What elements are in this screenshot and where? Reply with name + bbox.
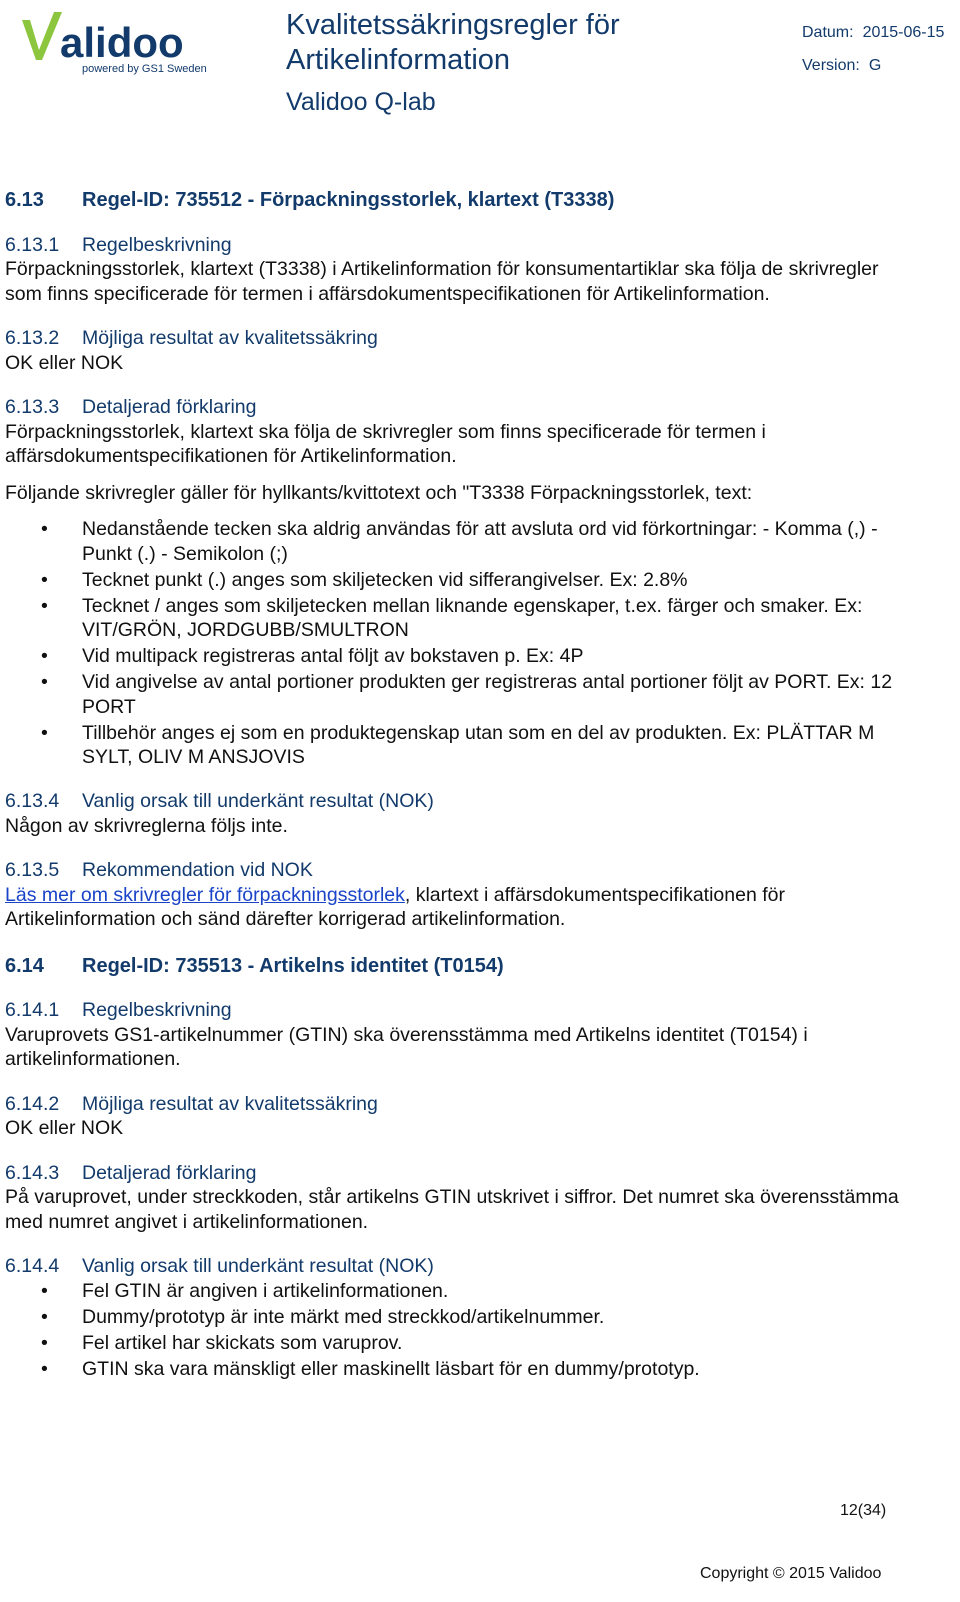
section-heading-6-13: 6.13 Regel-ID: 735512 - Förpackningsstorlek, klartext (T3338)	[5, 189, 615, 211]
subsection-heading-6-13-3: 6.13.3 Detaljerad förklaring	[5, 396, 257, 418]
validoo-logo-graphic	[20, 8, 210, 78]
subsection-heading-6-13-1: 6.13.1 Regelbeskrivning	[5, 233, 232, 256]
page-header	[0, 0, 960, 140]
subsection-heading-6-13-2: 6.13.2 Möjliga resultat av kvalitetssäkring	[5, 327, 378, 349]
subsection-heading-6-13-4: 6.13.4 Vanlig orsak till underkänt resultat (NOK)	[5, 790, 434, 812]
document-subtitle: Validoo Q-lab	[286, 88, 436, 116]
bullet-list	[5, 1279, 905, 1382]
subsection-heading-6-14-2: 6.14.2 Möjliga resultat av kvalitetssäkring	[5, 1092, 378, 1115]
svg-text:alidoo: alidoo	[60, 19, 184, 66]
paragraph: Förpackningsstorlek, klartext ska följa de skrivregler som finns specificerade för termen i affärsdokumentspecifikationen för Artikelinformation.	[5, 420, 766, 467]
copyright-notice: Copyright © 2015 Validoo	[700, 1565, 882, 1582]
date-value: 2015-06-15	[862, 24, 945, 41]
bullet-list	[5, 517, 905, 770]
subsection-heading-6-14-3: 6.14.3 Detaljerad förklaring	[5, 1161, 257, 1184]
list-item: • Vid multipack registreras antal följt av bokstaven p. Ex: 4P	[41, 645, 584, 667]
list-item: • Fel GTIN är angiven i artikelinformationen.	[41, 1279, 449, 1302]
list-item: • Tillbehör anges ej som en produktegenskap utan som en del av produkten. Ex: PLÄTTAR M SYLT, OLIV M ANSJOVIS	[41, 721, 875, 768]
date-label: Datum:	[802, 24, 854, 41]
skrivregler-link[interactable]: Läs mer om skrivregler för förpackningsstorlek	[5, 883, 405, 906]
section-heading-6-14: 6.14 Regel-ID: 735513 - Artikelns identitet (T0154)	[5, 954, 504, 977]
subsection-heading-6-13-5: 6.13.5 Rekommendation vid NOK	[5, 859, 313, 881]
validoo-logo	[20, 8, 210, 78]
list-item: • GTIN ska vara mänskligt eller maskinellt läsbart för en dummy/prototyp.	[41, 1357, 700, 1380]
list-item: • Tecknet / anges som skiljetecken mellan liknande egenskaper, t.ex. färger och smaker. Ex: VIT/GRÖN, JORDGUBB/SMULTRON	[41, 594, 863, 641]
paragraph: OK eller NOK	[5, 1117, 124, 1139]
document-meta	[802, 16, 953, 82]
list-item: • Tecknet punkt (.) anges som skiljetecken vid sifferangivelser. Ex: 2.8%	[41, 568, 688, 591]
paragraph: Någon av skrivreglerna följs inte.	[5, 814, 288, 837]
list-item: • Fel artikel har skickats som varuprov.	[41, 1331, 403, 1354]
paragraph: På varuprovet, under streckkoden, står artikelns GTIN utskrivet i siffror. Det numret ska överensstämma med numret angivet i artikelinformationen.	[5, 1186, 899, 1233]
document-title: Kvalitetssäkringsregler för Artikelinformation	[286, 9, 620, 76]
paragraph: Varuprovets GS1-artikelnummer (GTIN) ska överensstämma med Artikelns identitet (T0154) i artikelinformationen.	[5, 1023, 808, 1070]
list-item: • Dummy/prototyp är inte märkt med streckkod/artikelnummer.	[41, 1305, 605, 1328]
paragraph: OK eller NOK	[5, 351, 124, 374]
list-item: • Nedanstående tecken ska aldrig användas för att avsluta ord vid förkortningar: - Komma (,) - Punkt (.) - Semikolon (;)	[41, 518, 878, 565]
version-label: Version:	[802, 57, 860, 74]
paragraph: Läs mer om skrivregler för förpackningsstorlek, klartext i affärsdokumentspecifikationen för Artikelinformation och sänd därefter korrigerad artikelinformation.	[5, 883, 785, 930]
paragraph: Förpackningsstorlek, klartext (T3338) i Artikelinformation för konsumentartiklar ska följa de skrivregler som finns specificerade för termen i affärsdokumentspecifikationen för Artikelinformation.	[5, 258, 879, 305]
list-item: • Vid angivelse av antal portioner produkten ger registreras antal portioner följt av PORT. Ex: 12 PORT	[41, 671, 893, 718]
version-value: G	[868, 57, 882, 74]
paragraph: Följande skrivregler gäller för hyllkants/kvittotext och "T3338 Förpackningsstorlek, text:	[5, 481, 753, 504]
page-number: 12(34)	[840, 1502, 887, 1519]
subsection-heading-6-14-4: 6.14.4 Vanlig orsak till underkänt resultat (NOK)	[5, 1255, 434, 1277]
subsection-heading-6-14-1: 6.14.1 Regelbeskrivning	[5, 999, 232, 1021]
svg-text:powered by GS1 Sweden: powered by GS1 Sweden	[82, 63, 207, 75]
document-body	[5, 188, 905, 1383]
